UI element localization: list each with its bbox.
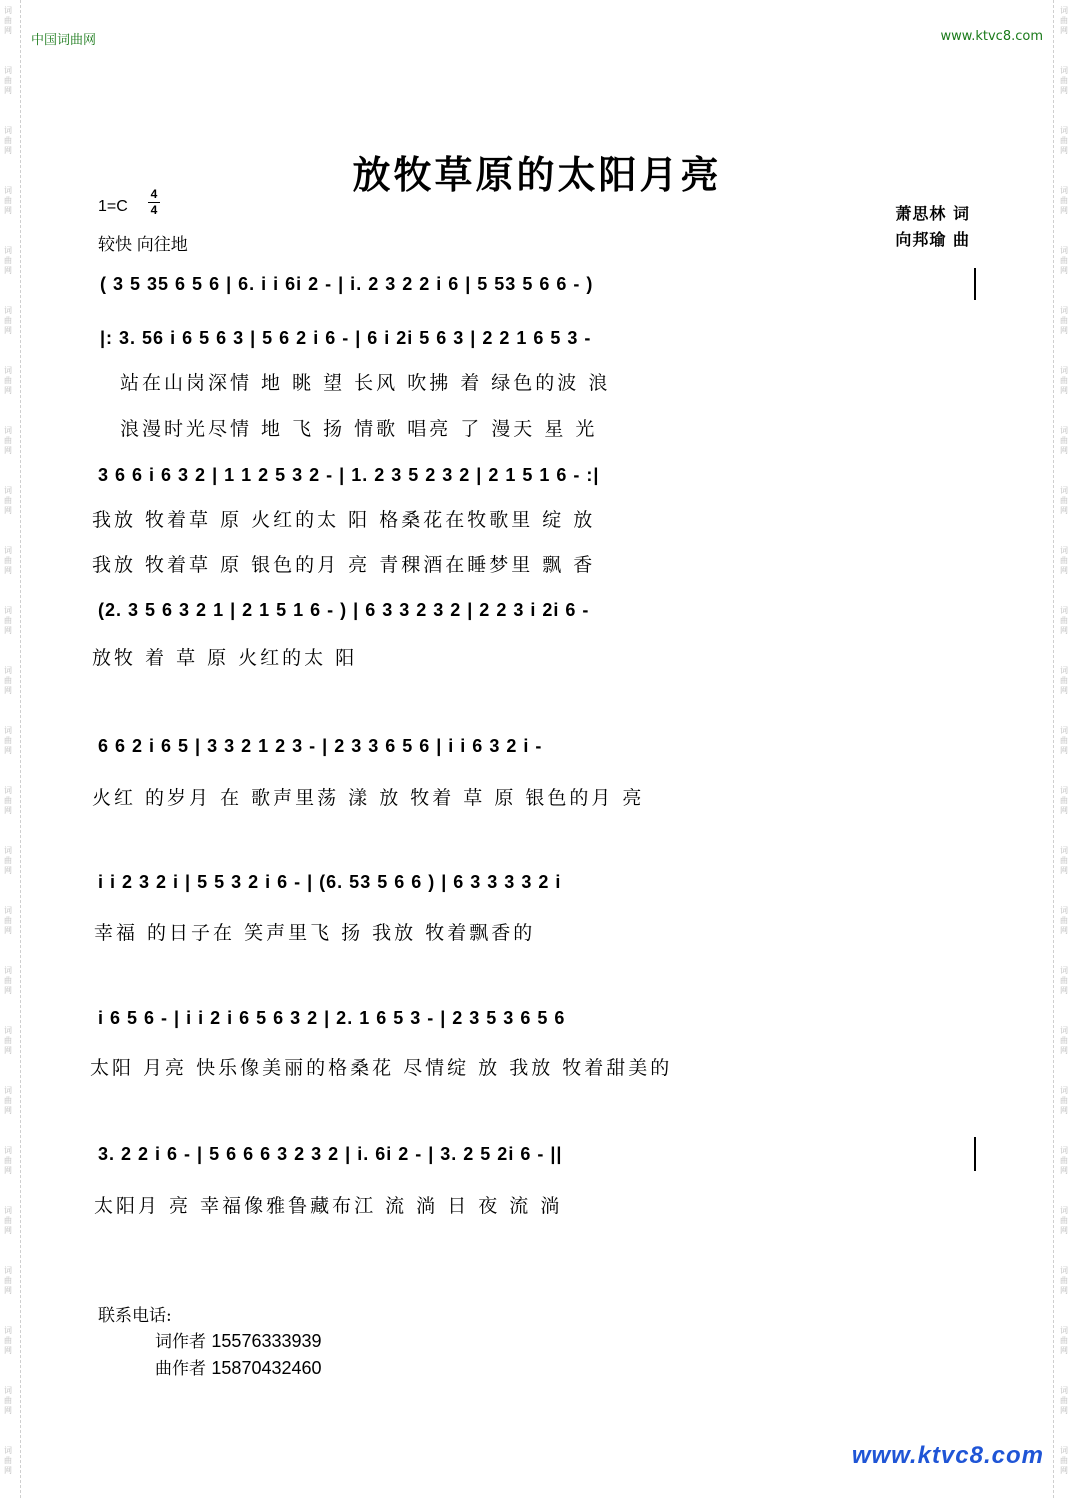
- margin-stamp: 词曲网: [4, 606, 12, 635]
- margin-stamp: 词曲网: [1060, 126, 1068, 155]
- margin-stamp: 词曲网: [4, 426, 12, 455]
- margin-stamp: 词曲网: [4, 1266, 12, 1295]
- notation-line: 3 6 6 i 6 3 2 | 1 1 2 5 3 2 - | 1. 2 3 5 2 3 2 | 2 1 5 1 6 - :|: [98, 465, 600, 485]
- margin-stamp: 词曲网: [1060, 1086, 1068, 1115]
- notation-line: 3. 2 2 i 6 - | 5 6 6 6 3 2 3 2 | i. 6i 2 - | 3. 2 5 2i 6 - ||: [98, 1144, 563, 1164]
- margin-stamp: 词曲网: [1060, 846, 1068, 875]
- margin-stamp: 词曲网: [4, 186, 12, 215]
- lyric-line: 我放 牧着草 原 银色的月 亮 青稞酒在睡梦里 飘 香: [92, 554, 596, 576]
- lyric-line: 站在山岗深情 地 眺 望 长风 吹拂 着 绿色的波 浪: [120, 372, 611, 394]
- lyric-line: 太阳月 亮 幸福像雅鲁藏布江 流 淌 日 夜 流 淌: [94, 1195, 563, 1217]
- composer-phone: 15870432460: [211, 1358, 322, 1378]
- margin-stamp: 词曲网: [1060, 1206, 1068, 1235]
- margin-stamp: 词曲网: [1060, 606, 1068, 635]
- margin-stamp: 词曲网: [4, 846, 12, 875]
- meter-denominator: 4: [150, 203, 158, 217]
- margin-stamp: 词曲网: [4, 306, 12, 335]
- lyric-line: 火红 的岁月 在 歌声里荡 漾 放 牧着 草 原 银色的月 亮: [92, 787, 645, 809]
- right-margin-line: [1053, 0, 1054, 1498]
- margin-stamp: 词曲网: [1060, 1146, 1068, 1175]
- lyricist-contact-label: 词作者: [155, 1332, 206, 1352]
- margin-stamp: 词曲网: [1060, 546, 1068, 575]
- composer-contact-label: 曲作者: [155, 1359, 206, 1379]
- margin-stamp: 词曲网: [4, 1146, 12, 1175]
- margin-stamp: 词曲网: [4, 366, 12, 395]
- tempo-marking: 较快 向往地: [98, 235, 188, 254]
- margin-stamp: 词曲网: [1060, 366, 1068, 395]
- margin-stamp: 词曲网: [1060, 966, 1068, 995]
- margin-stamp: 词曲网: [1060, 246, 1068, 275]
- notation-line: i i 2 3 2 i | 5 5 3 2 i 6 - | (6. 53 5 6 6 ) | 6 3 3 3 3 2 i: [98, 872, 562, 892]
- margin-stamp: 词曲网: [1060, 726, 1068, 755]
- margin-stamp: 词曲网: [1060, 486, 1068, 515]
- lyricist-contact: [155, 1327, 322, 1352]
- margin-stamp: 词曲网: [1060, 1446, 1068, 1475]
- margin-stamp: 词曲网: [4, 246, 12, 275]
- margin-stamp: 词曲网: [4, 1386, 12, 1415]
- margin-stamp: 词曲网: [4, 1026, 12, 1055]
- margin-stamp: 词曲网: [1060, 1326, 1068, 1355]
- final-barline: [974, 268, 976, 300]
- lyric-line: 浪漫时光尽情 地 飞 扬 情歌 唱亮 了 漫天 星 光: [120, 418, 598, 440]
- contact-label: 联系电话:: [98, 1306, 172, 1326]
- margin-stamp: 词曲网: [4, 906, 12, 935]
- lyricist-phone: 15576333939: [211, 1331, 322, 1351]
- margin-stamp: 词曲网: [4, 1086, 12, 1115]
- margin-stamp: 词曲网: [4, 66, 12, 95]
- margin-stamp: 词曲网: [1060, 426, 1068, 455]
- margin-stamp: 词曲网: [4, 666, 12, 695]
- margin-stamp: 词曲网: [4, 6, 12, 35]
- lyric-line: 放牧 着 草 原 火红的太 阳: [92, 647, 358, 669]
- margin-stamp: 词曲网: [1060, 66, 1068, 95]
- composer-credit: 向邦瑜 曲: [895, 230, 970, 249]
- notation-line: i 6 5 6 - | i i 2 i 6 5 6 3 2 | 2. 1 6 5 3 - | 2 3 5 3 6 5 6: [98, 1008, 566, 1028]
- notation-line: (2. 3 5 6 3 2 1 | 2 1 5 1 6 - ) | 6 3 3 2 3 2 | 2 2 3 i 2i 6 -: [98, 600, 590, 620]
- notation-line: |: 3. 56 i 6 5 6 3 | 5 6 2 i 6 - | 6 i 2i 5 6 3 | 2 2 1 6 5 3 -: [100, 328, 592, 348]
- lyric-line: 我放 牧着草 原 火红的太 阳 格桑花在牧歌里 绽 放: [92, 509, 596, 531]
- song-title: 放牧草原的太阳月亮: [352, 152, 722, 197]
- final-barline: [974, 1137, 976, 1171]
- margin-stamp: 词曲网: [1060, 306, 1068, 335]
- margin-stamp: 词曲网: [1060, 6, 1068, 35]
- time-signature: [147, 188, 161, 217]
- margin-stamp: 词曲网: [1060, 666, 1068, 695]
- composer-contact: [155, 1354, 322, 1379]
- margin-stamp: 词曲网: [4, 786, 12, 815]
- margin-stamp: 词曲网: [1060, 186, 1068, 215]
- left-margin-line: [20, 0, 21, 1498]
- margin-stamp: 词曲网: [1060, 1386, 1068, 1415]
- margin-stamp: 词曲网: [4, 966, 12, 995]
- margin-stamp: 词曲网: [4, 546, 12, 575]
- margin-stamp: 词曲网: [4, 1206, 12, 1235]
- margin-stamp: 词曲网: [4, 1446, 12, 1475]
- key-signature: 1=C: [98, 198, 128, 215]
- lyricist-credit: 萧思林 词: [895, 204, 970, 223]
- margin-stamp: 词曲网: [1060, 1266, 1068, 1295]
- margin-stamp: 词曲网: [1060, 1026, 1068, 1055]
- watermark-logo: www.ktvc8.com: [851, 1442, 1044, 1469]
- margin-stamp: 词曲网: [4, 1326, 12, 1355]
- margin-stamp: 词曲网: [4, 126, 12, 155]
- lyric-line: 太阳 月亮 快乐像美丽的格桑花 尽情绽 放 我放 牧着甜美的: [90, 1057, 673, 1079]
- site-name-link[interactable]: 中国词曲网: [31, 33, 97, 48]
- margin-stamp: 词曲网: [1060, 786, 1068, 815]
- notation-line: 6 6 2 i 6 5 | 3 3 2 1 2 3 - | 2 3 3 6 5 6 | i i 6 3 2 i -: [98, 736, 543, 756]
- meter-numerator: 4: [150, 187, 158, 201]
- notation-line: ( 3 5 35 6 5 6 | 6. i i 6i 2 - | i. 2 3 2 2 i 6 | 5 53 5 6 6 - ): [100, 274, 594, 294]
- site-url-link[interactable]: www.ktvc8.com: [940, 29, 1043, 44]
- margin-stamp: 词曲网: [4, 726, 12, 755]
- margin-stamp: 词曲网: [4, 486, 12, 515]
- lyric-line: 幸福 的日子在 笑声里飞 扬 我放 牧着飘香的: [94, 922, 536, 944]
- margin-stamp: 词曲网: [1060, 906, 1068, 935]
